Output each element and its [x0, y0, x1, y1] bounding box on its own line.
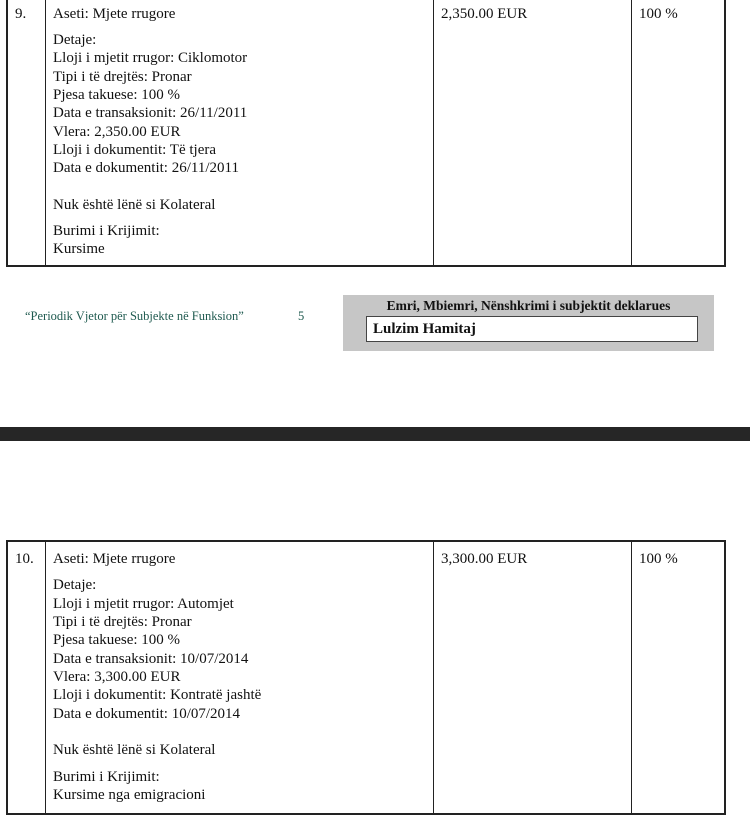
- source-label: Burimi i Krijimit:: [53, 769, 160, 785]
- source-label: Burimi i Krijimit:: [53, 223, 160, 239]
- share-detail: Pjesa takuese: 100 %: [53, 87, 181, 103]
- share-detail: Pjesa takuese: 100 %: [53, 632, 181, 648]
- asset-value: 2,350.00 EUR: [441, 6, 528, 22]
- asset-share: 100 %: [639, 6, 678, 22]
- document-type: Lloji i dokumentit: Të tjera: [53, 142, 217, 158]
- collateral-note: Nuk është lënë si Kolateral: [53, 197, 216, 213]
- asset-type: Aseti: Mjete rrugore: [53, 551, 176, 567]
- row-number: 10.: [15, 551, 34, 567]
- asset-value: 3,300.00 EUR: [441, 551, 528, 567]
- footer-title: “Periodik Vjetor për Subjekte në Funksion”: [25, 309, 244, 323]
- asset-share: 100 %: [639, 551, 678, 567]
- document-date: Data e dokumentit: 10/07/2014: [53, 706, 241, 722]
- right-type: Tipi i të drejtës: Pronar: [53, 614, 192, 630]
- source-value: Kursime nga emigracioni: [53, 787, 206, 803]
- page-number: 5: [298, 309, 305, 323]
- value-detail: Vlera: 2,350.00 EUR: [53, 124, 181, 140]
- signature-heading: Emri, Mbiemri, Nënshkrimi i subjektit deklarues: [386, 298, 671, 313]
- signature-box: [343, 295, 714, 351]
- signature-name: Lulzim Hamitaj: [366, 316, 698, 342]
- source-value: Kursime: [53, 241, 105, 257]
- asset-type: Aseti: Mjete rrugore: [53, 6, 176, 22]
- details-label: Detaje:: [53, 32, 97, 48]
- transaction-date: Data e transaksionit: 10/07/2014: [53, 651, 249, 667]
- vehicle-type: Lloji i mjetit rrugor: Ciklomotor: [53, 50, 248, 66]
- details-label: Detaje:: [53, 577, 97, 593]
- collateral-note: Nuk është lënë si Kolateral: [53, 742, 216, 758]
- value-detail: Vlera: 3,300.00 EUR: [53, 669, 181, 685]
- vehicle-type: Lloji i mjetit rrugor: Automjet: [53, 596, 234, 612]
- asset-row-10: [6, 540, 726, 815]
- transaction-date: Data e transaksionit: 26/11/2011: [53, 105, 248, 121]
- document-type: Lloji i dokumentit: Kontratë jashtë: [53, 687, 262, 703]
- right-type: Tipi i të drejtës: Pronar: [53, 69, 192, 85]
- row-number: 9.: [15, 6, 27, 22]
- asset-row-9: [6, 0, 726, 267]
- page-divider: [0, 427, 750, 441]
- document-date: Data e dokumentit: 26/11/2011: [53, 160, 239, 176]
